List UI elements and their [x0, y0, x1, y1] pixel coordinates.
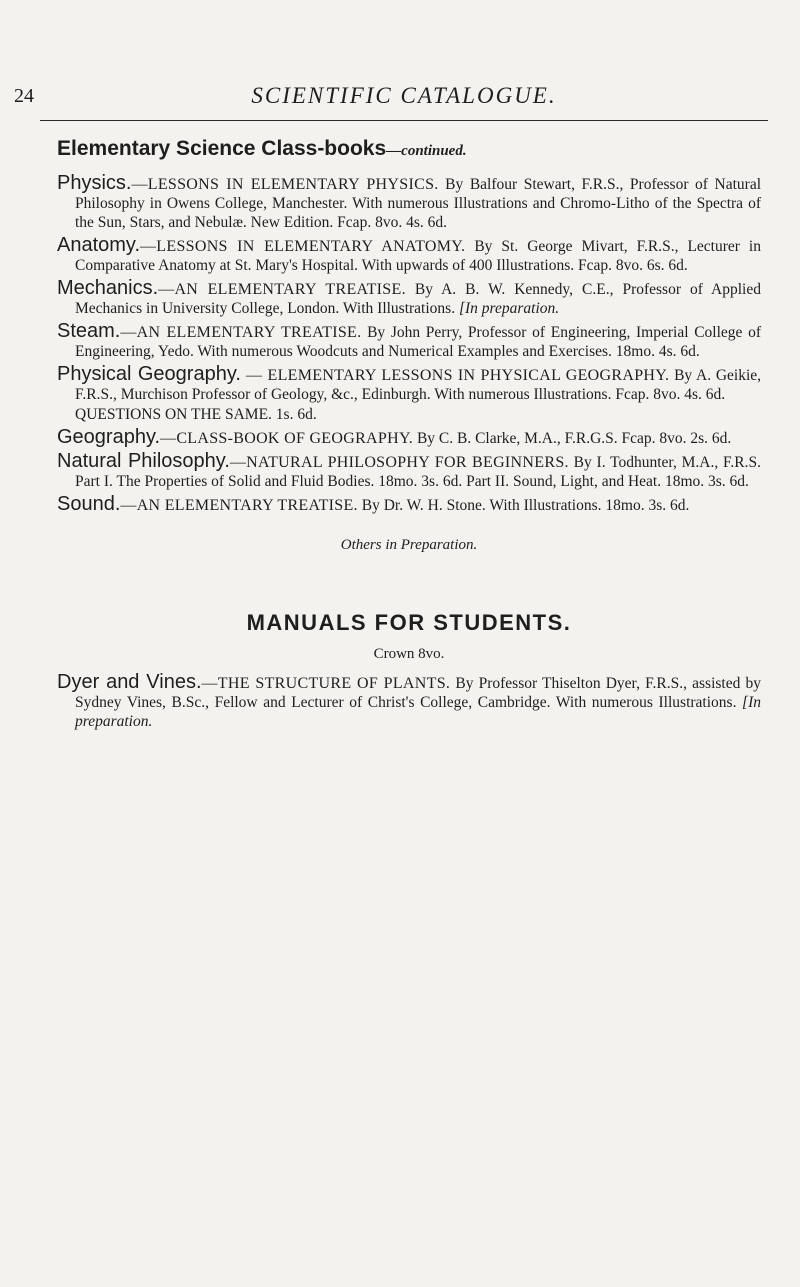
entry-note: [In preparation. [75, 694, 761, 730]
entry-subject: Dyer and Vines. [57, 671, 202, 693]
entry-title: —AN ELEMENTARY TREATISE. [120, 324, 362, 341]
entry-body: By St. George Mivart, F.R.S., Lecturer in Comparative Anatomy at St. Mary's Hospital. With upwards of 400 Illustrations. Fcap. 8vo. 6s. 6d. [75, 238, 761, 274]
entry-subject: Mechanics. [57, 277, 159, 299]
entry-subject: Steam. [57, 320, 121, 342]
entry-steam [57, 322, 761, 361]
entry-mechanics [57, 279, 761, 318]
entry-title: — ELEMENTARY LESSONS IN PHYSICAL GEOGRAPHY. [240, 367, 670, 384]
entry-title: —NATURAL PHILOSOPHY FOR BEGINNERS. [229, 454, 569, 471]
entry-title: —CLASS-BOOK OF GEOGRAPHY. [160, 430, 414, 447]
section-continued: —continued. [386, 143, 467, 159]
entry-body: By John Perry, Professor of Engineering, Imperial College of Engineering, Yedo. With numerous Woodcuts and Numerical Examples and Exercises. 18mo. 4s. 6d. [75, 324, 761, 360]
section-title [57, 134, 761, 166]
entry-natural-philosophy [57, 452, 761, 491]
page-number: 24 [14, 85, 34, 107]
manuals-heading: MANUALS FOR STUDENTS. [246, 610, 572, 635]
entry-body: By I. Todhunter, M.A., F.R.S. Part I. The Properties of Solid and Fluid Bodies. 18mo. 3s. 6d. Part II. Sound, Light, and Heat. 18mo. 3s. 6d. [75, 454, 762, 490]
section-title-text: Elementary Science Class-books [57, 137, 387, 160]
entry-subject: Physical Geography. [57, 363, 241, 385]
entry-extra: QUESTIONS ON THE SAME. 1s. 6d. [75, 406, 317, 423]
entry-title: —AN ELEMENTARY TREATISE. [120, 497, 358, 514]
entry-title: —LESSONS IN ELEMENTARY PHYSICS. [131, 176, 439, 193]
entry-title: —AN ELEMENTARY TREATISE. [158, 281, 406, 298]
entry-subject: Geography. [57, 426, 161, 448]
others-note: Others in Preparation. [340, 537, 478, 553]
entry-geography [57, 428, 761, 448]
manuals-format: Crown 8vo. [373, 646, 445, 662]
entry-note: [In preparation. [458, 300, 560, 317]
entry-body: By C. B. Clarke, M.A., F.R.G.S. Fcap. 8vo. 2s. 6d. [416, 430, 732, 447]
entry-title: —THE STRUCTURE OF PLANTS. [201, 675, 451, 692]
entry-body: By Balfour Stewart, F.R.S., Professor of Natural Philosophy in Owens College, Manchester. With numerous Illustrations and Chromo-Litho of the Spectra of the Sun, Stars, and Nebulæ. New Edition. Fcap. 8vo. 4s. 6d. [75, 176, 762, 231]
entry-body: By A. Geikie, F.R.S., Murchison Professor of Geology, &c., Edinburgh. With numerous Illustrations. Fcap. 8vo. 4s. 6d. [75, 367, 762, 403]
entry-subject: Natural Philosophy. [57, 450, 230, 472]
entry-sound [57, 495, 761, 515]
entry-subject: Anatomy. [57, 234, 140, 256]
entry-subject: Physics. [57, 172, 132, 194]
running-head [14, 85, 794, 121]
entry-physical-geography [57, 365, 761, 424]
entry-body: By Dr. W. H. Stone. With Illustrations. 18mo. 3s. 6d. [361, 497, 690, 514]
entry-body: By A. B. W. Kennedy, C.E., Professor of Applied Mechanics in University College, London. With Illustrations. [75, 281, 761, 317]
running-title: SCIENTIFIC CATALOGUE. [251, 83, 557, 108]
entry-dyer-and-vines [57, 673, 761, 731]
entry-list [57, 174, 761, 515]
catalogue-content [57, 134, 761, 735]
entry-body: By Professor Thiselton Dyer, F.R.S., assisted by Sydney Vines, B.Sc., Fellow and Lecturer of Christ's College, Cambridge. With numerous Illustrations. [75, 675, 761, 711]
entry-title: —LESSONS IN ELEMENTARY ANATOMY. [140, 238, 466, 255]
entry-subject: Sound. [57, 493, 121, 515]
entry-physics [57, 174, 761, 232]
header-rule [40, 120, 768, 121]
entry-anatomy [57, 236, 761, 275]
